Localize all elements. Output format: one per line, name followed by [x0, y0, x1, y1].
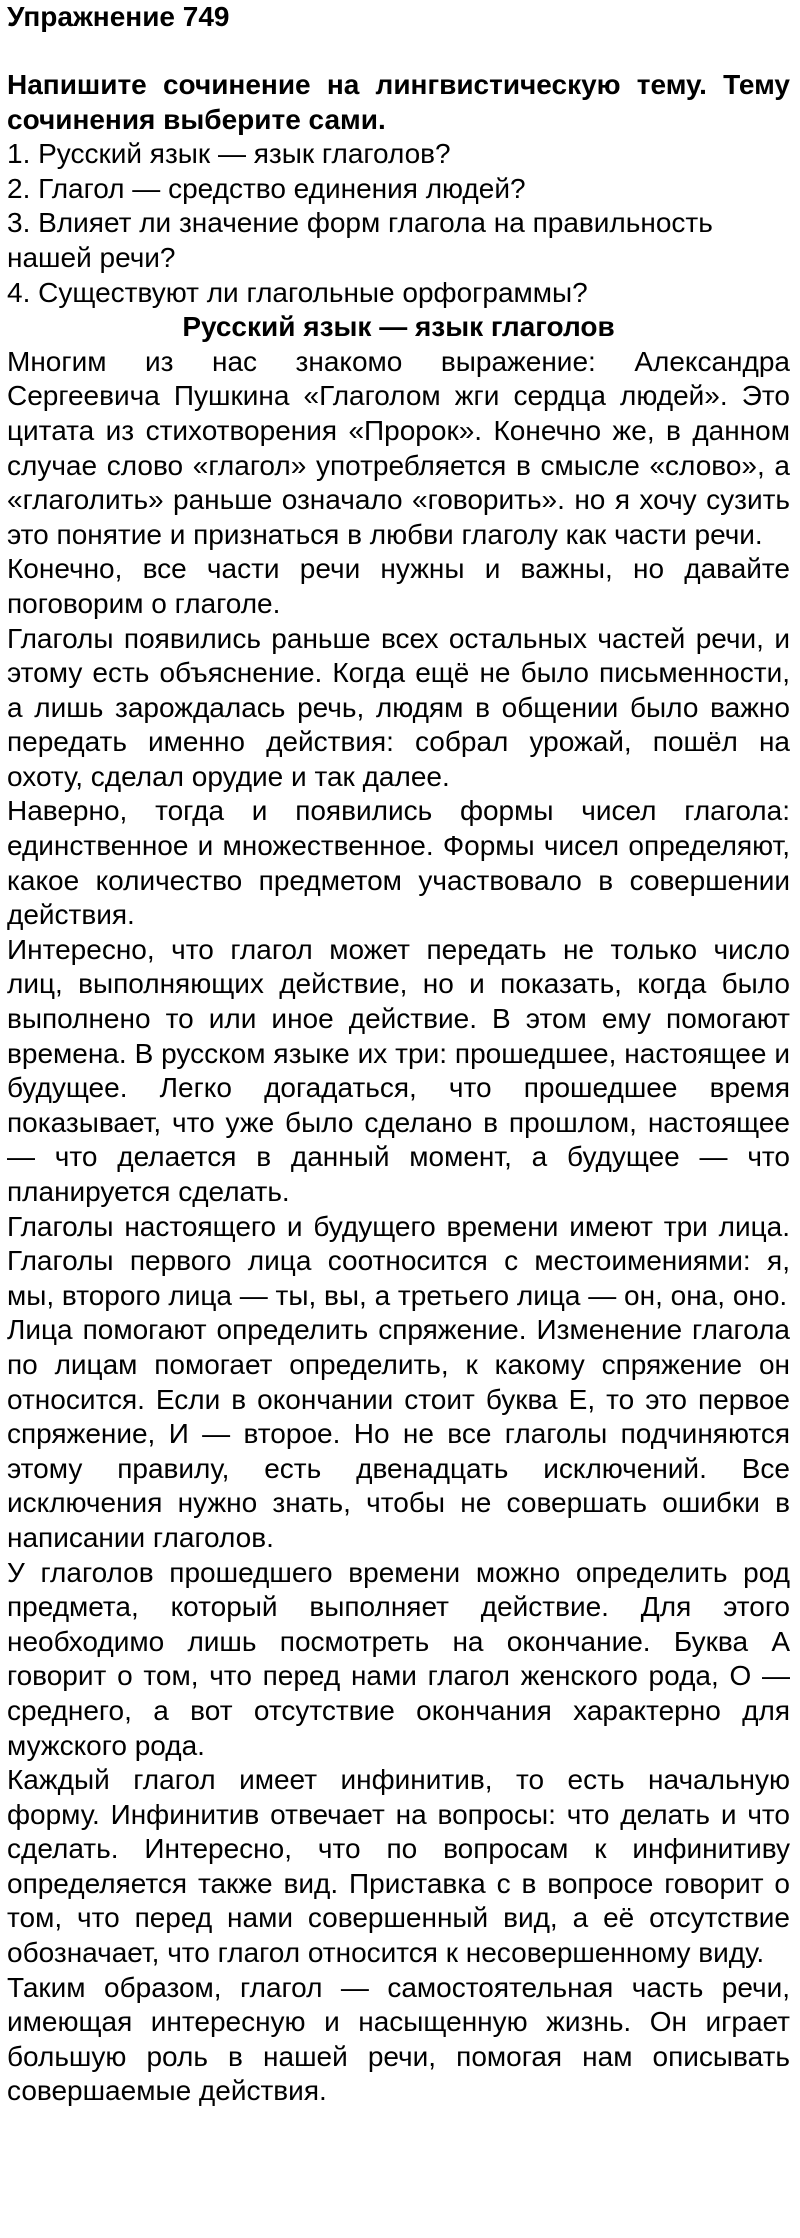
essay-paragraph: У глаголов прошедшего времени можно определить род предмета, который выполняет действие. Для этого необходимо лишь посмотреть на окончание. Буква А говорит о том, что перед нами глагол женского рода, О — среднего, а вот отсутствие окончания характерно для мужского рода.: [7, 1556, 790, 1761]
essay-paragraph: Глаголы настоящего и будущего времени имеют три лица. Глаголы первого лица соотносится с местоимениями: я, мы, второго лица — ты, вы, а третьего лица — он, она, оно.: [7, 1210, 790, 1311]
topic-item: 2. Глагол — средство единения людей?: [7, 172, 526, 204]
essay-body: [7, 345, 790, 2109]
topic-list: [7, 137, 790, 310]
essay-paragraph: Конечно, все части речи нужны и важны, но давайте поговорим о глаголе.: [7, 553, 790, 619]
essay-paragraph: Таким образом, глагол — самостоятельная часть речи, имеющая интересную и насыщенную жизнь. Он играет большую роль в нашей речи, помогая нам описывать совершаемые действия.: [7, 1971, 790, 2107]
essay-paragraph: Наверно, тогда и появились формы чисел глагола: единственное и множественное. Формы чисел определяют, какое количество предметом участвовало в совершении действия.: [7, 795, 790, 931]
essay-paragraph: Глаголы появились раньше всех остальных частей речи, и этому есть объяснение. Когда ещё не было письменности, а лишь зарождалась речь, людям в общении было важно передать именно действия: собрал урожай, пошёл на охоту, сделал орудие и так далее.: [7, 622, 790, 792]
essay-paragraph: Многим из нас знакомо выражение: Александра Сергеевича Пушкина «Глаголом жги сердца людей». Это цитата из стихотворения «Пророк». Конечно же, в данном случае слово «глагол» употребляется в смысле «слово», а «глаголить» раньше означало «говорить». но я хочу сузить это понятие и признаться в любви глаголу как части речи.: [7, 345, 790, 550]
essay-paragraph: Каждый глагол имеет инфинитив, то есть начальную форму. Инфинитив отвечает на вопросы: что делать и что сделать. Интересно, что по вопросам к инфинитиву определяется также вид. Приставка с в вопросе говорит о том, что перед нами совершенный вид, а её отсутствие обозначает, что глагол относится к несовершенному виду.: [7, 1764, 790, 1969]
topic-item: 1. Русский язык — язык глаголов?: [7, 138, 451, 170]
essay-paragraph: Лица помогают определить спряжение. Изменение глагола по лицам помогает определить, к какому спряжение он относится. Если в окончании стоит буква Е, то это первое спряжение, И — второе. Но не все глаголы подчиняются этому правилу, есть двенадцать исключений. Все исключения нужно знать, чтобы не совершать ошибки в написании глаголов.: [7, 1314, 790, 1553]
exercise-title: Упражнение 749: [7, 1, 230, 32]
essay-paragraph: Интересно, что глагол может передать не только число лиц, выполняющих действие, но и показать, когда было выполнено то или иное действие. В этом ему помогают времена. В русском языке их три: прошедшее, настоящее и будущее. Легко догадаться, что прошедшее время показывает, что уже было сделано в прошлом, настоящее — что делается в данный момент, а будущее — что планируется сделать.: [7, 933, 790, 1207]
task-instructions: Напишите сочинение на лингвистическую тему. Тему сочинения выберите сами.: [7, 69, 790, 135]
topic-item: 4. Существуют ли глагольные орфограммы?: [7, 276, 588, 308]
topic-item: 3. Влияет ли значение форм глагола на правильность нашей речи?: [7, 207, 713, 273]
essay-title: Русский язык — язык глаголов: [182, 311, 615, 343]
